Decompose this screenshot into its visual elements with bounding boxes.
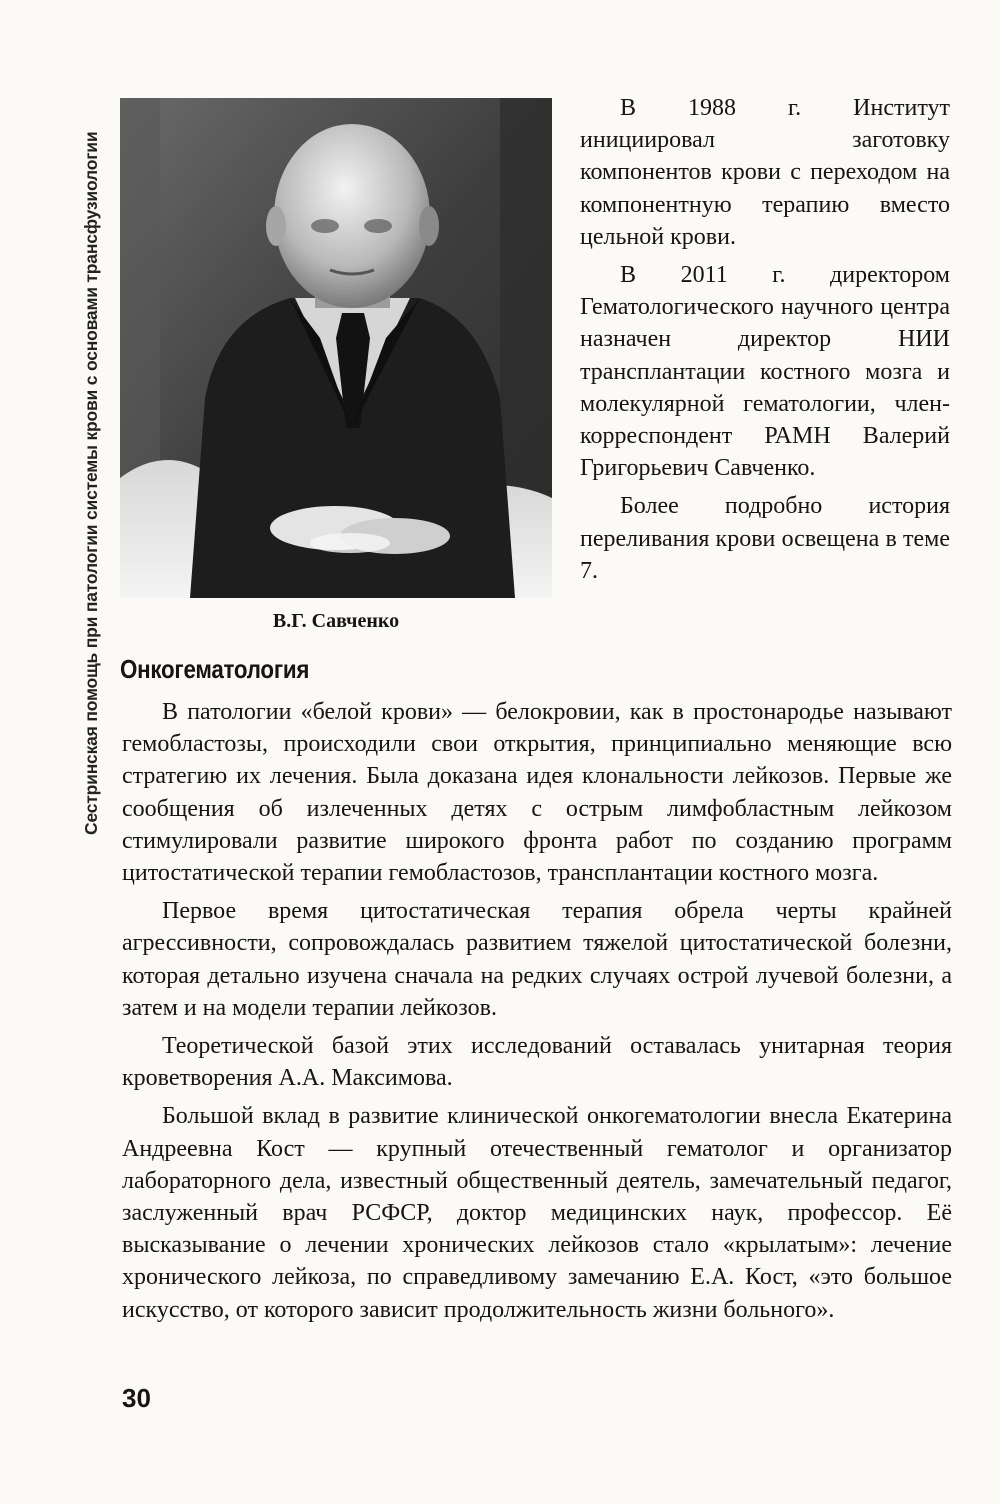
section-heading: Онкогематология bbox=[120, 654, 310, 684]
right-column bbox=[580, 92, 950, 593]
running-head: Сестринская помощь при патологии системы крови с основами трансфузиологии bbox=[81, 131, 101, 835]
page-number: 30 bbox=[122, 1383, 151, 1413]
body-paragraph-3: Теоретической базой этих исследований оставалась унитарная теория кроветворения А.А. Максимова. bbox=[122, 1033, 952, 1092]
right-paragraph-2: В 2011 г. директором Гематологического научного центра назначен директор НИИ трансплантации костного мозга и молекулярной гематологии, член-корреспондент РАМН Валерий Григорьевич Савченко. bbox=[580, 262, 950, 482]
right-paragraph-3: Более подробно история переливания крови освещена в теме 7. bbox=[580, 493, 950, 584]
body-paragraph-1: В патологии «белой крови» — белокровии, как в простонародье называют гемобластозы, происходили свои открытия, принципиально меняющие всю стратегию их лечения. Была доказана идея клональности лейкозов. Первые же сообщения об излеченных детях с острым лимфобластным лейкозом стимулировали развитие широкого фронта работ по созданию программ цитостатической терапии гемобластозов, трансплантации костного мозга. bbox=[122, 699, 952, 887]
portrait-illustration bbox=[120, 98, 552, 598]
portrait-photo bbox=[120, 98, 552, 598]
body-paragraph-4: Большой вклад в развитие клинической онкогематологии внесла Екатерина Андреевна Кост — крупный отечественный гематолог и организатор лабораторного дела, известный общественный деятель, замечательный педагог, заслуженный врач РСФСР, доктор медицинских наук, профессор. Её высказывание о лечении хронических лейкозов стало «крылатым»: лечение хронического лейкоза, по справедливому замечанию Е.А. Кост, «это большое искусство, от которого зависит продолжительность жизни больного». bbox=[122, 1103, 952, 1323]
body-paragraph-2: Первое время цитостатическая терапия обрела черты крайней агрессивности, сопровождалась развитием тяжелой цитостатической болезни, которая детально изучена сначала на редких случаях острой лучевой болезни, а затем и на модели терапии лейкозов. bbox=[122, 898, 952, 1021]
section-body bbox=[122, 696, 952, 1332]
right-paragraph-1: В 1988 г. Институт инициировал заготовку компонентов крови с переходом на компонентную терапию вместо цельной крови. bbox=[580, 95, 950, 250]
photo-caption: В.Г. Савченко bbox=[272, 610, 400, 632]
